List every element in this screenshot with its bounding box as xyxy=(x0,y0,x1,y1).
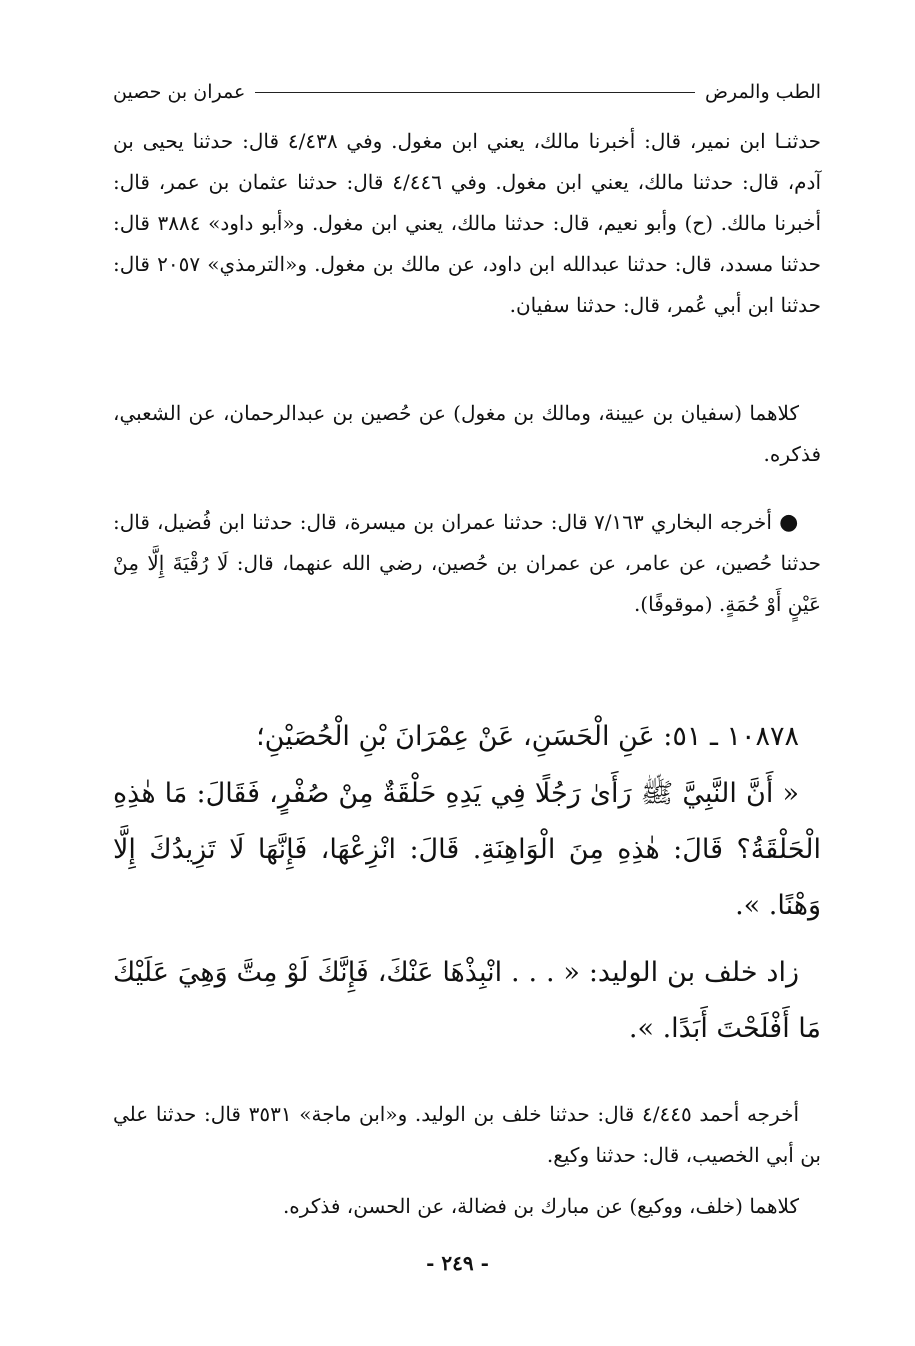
header-book-title: الطب والمرض xyxy=(704,81,821,103)
bullet-icon: ● xyxy=(779,510,799,535)
header-narrator: عمران بن حصين xyxy=(113,81,246,103)
header-rule xyxy=(255,92,695,93)
hadith-number-line: ١٠٨٧٨ ـ ٥١: عَنِ الْحَسَنِ، عَنْ عِمْرَانَ بْنِ الْحُصَيْنِ؛ xyxy=(256,721,799,752)
hadith-text: « أَنَّ النَّبِيَّ ﷺ رَأَىٰ رَجُلًا فِي يَدِهِ حَلْقَةٌ مِنْ صُفْرٍ، فَقَالَ: مَا هٰذِهِ الْحَلْقَةُ؟ قَالَ: هٰذِهِ مِنَ الْوَاهِنَةِ. قَالَ: انْزِعْهَا، فَإِنَّهَا لَا تَزِيدُكَ إِلَّا وَهْنًا. ». xyxy=(113,778,821,921)
bukhari-text: أخرجه البخاري ٧/١٦٣ قال: حدثنا عمران بن ميسرة، قال: حدثنا ابن فُضيل، قال: حدثنا حُصين، عن عامر، عن عمران بن حُصين، رضي الله عنهما، قال: لَا رُقْيَةَ إِلَّا مِنْ عَيْنٍ أَوْ حُمَةٍ. (موقوفًا). xyxy=(113,510,821,616)
takhrij-paragraph-1: حدثنـا ابن نمير، قال: أخبرنا مالك، يعني ابن مغول. وفي ٤/٤٣٨ قال: حدثنا يحيى بن آدم، قال: حدثنا مالك، يعني ابن مغول. وفي ٤/٤٤٦ قال: حدثنا عثمان بن عمر، قال: أخبرنا مالك. (ح) وأبو نعيم، قال: حدثنا مالك، يعني ابن مغول. و«أبو داود» ٣٨٨٤ قال: حدثنا مسدد، قال: حدثنا عبدالله ابن داود، عن مالك بن مغول. و«الترمذي» ٢٠٥٧ قال: حدثنا ابن أبي عُمر، قال: حدثنا سفيان. xyxy=(113,129,822,317)
takhrij-paragraph-4: كلاهما (خلف، ووكيع) عن مبارك بن فضالة، عن الحسن، فذكره. xyxy=(282,1194,799,1218)
running-header xyxy=(113,76,821,108)
bukhari-paragraph xyxy=(113,502,821,625)
page-number: - ٢٤٩ - xyxy=(426,1251,489,1275)
takhrij-paragraph-2: كلاهما (سفيان بن عيينة، ومالك بن مغول) عن حُصين بن عبدالرحمان، عن الشعبي، فذكره. xyxy=(113,401,821,466)
takhrij-paragraph-3: أخرجه أحمد ٤/٤٤٥ قال: حدثنا خلف بن الوليد. و«ابن ماجة» ٣٥٣١ قال: حدثنا علي بن أبي الخصيب، قال: حدثنا وكيع. xyxy=(113,1102,821,1167)
hadith-addition: زاد خلف بن الوليد: « . . . انْبِذْهَا عَنْكَ، فَإِنَّكَ لَوْ مِتَّ وَهِيَ عَلَيْكَ مَا أَفْلَحْتَ أَبَدًا. ». xyxy=(113,957,821,1044)
